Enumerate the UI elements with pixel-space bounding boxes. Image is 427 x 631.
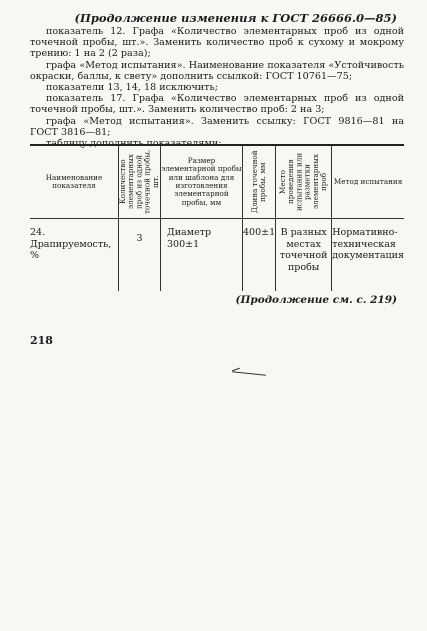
paragraph: показатели 13, 14, 18 исключить; bbox=[46, 82, 218, 94]
paragraph: показатель 12. Графа «Количество элементарных проб из одной точечной пробы, шт.». Заменить количество проб к сухому и мокрому трению: 1 на 2 (2 раза); bbox=[30, 26, 404, 60]
paragraph: таблицу дополнить показателями: bbox=[46, 138, 222, 150]
paragraph: графа «Метод испытания». Наименование показателя «Устойчивость окраски, баллы, к свету» дополнить ссылкой: ГОСТ 10761—75; bbox=[30, 59, 404, 82]
cell-size: Диаметр 300±1 bbox=[161, 219, 243, 292]
cell-method: Нормативно-техническая документация bbox=[332, 219, 404, 292]
indicators-table bbox=[30, 144, 404, 291]
continuation-footer: (Продолжение см. с. 219) bbox=[235, 294, 397, 306]
cell-place: В разных местах точечной пробы bbox=[276, 219, 332, 292]
header-place: Место проведения испытания или разметки элементарных проб bbox=[276, 145, 332, 219]
table-header-row bbox=[30, 145, 404, 219]
cell-name: 24. Драпируемость, % bbox=[30, 219, 118, 292]
paragraph: показатель 17. Графа «Количество элементарных проб из одной точечной пробы, шт.». Заменить количество проб: 2 на 3; bbox=[30, 93, 404, 116]
header-size: Размер элементарной пробы или шаблона для изготовления элементарной пробы, мм bbox=[161, 145, 243, 219]
pen-mark bbox=[232, 371, 266, 376]
table-row bbox=[30, 219, 404, 292]
cell-length: 400±1 bbox=[242, 219, 275, 292]
continuation-header: (Продолжение изменения к ГОСТ 26666.0—85) bbox=[74, 11, 397, 25]
body-text bbox=[30, 26, 404, 149]
page-number: 218 bbox=[30, 334, 53, 347]
header-length: Длина точечной пробы, мм bbox=[242, 145, 275, 219]
paragraph: графа «Метод испытания». Заменить ссылку: ГОСТ 9816—81 на ГОСТ 3816—81; bbox=[30, 115, 404, 138]
header-method: Метод испытания bbox=[332, 145, 404, 219]
cell-count: 3 bbox=[118, 219, 160, 292]
header-name: Наименование показателя bbox=[30, 145, 118, 219]
header-count: Количество элементарных проб из одной точечной пробы, шт. bbox=[118, 145, 160, 219]
